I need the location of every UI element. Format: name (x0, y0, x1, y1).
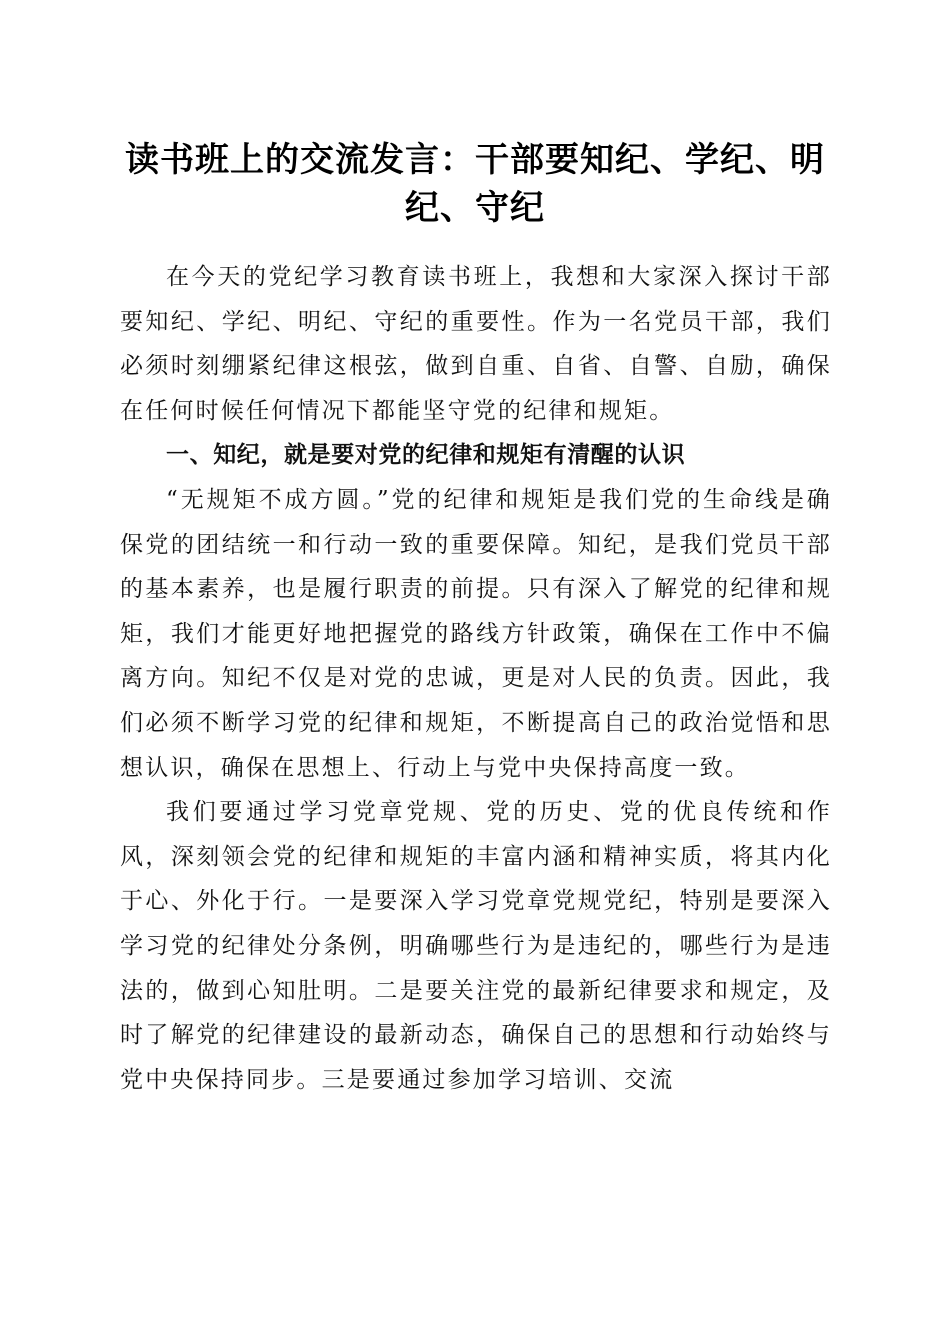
document-title: 读书班上的交流发言：干部要知纪、学纪、明纪、守纪 (125, 140, 825, 228)
body-paragraph: “无规矩不成方圆。”党的纪律和规矩是我们党的生命线是确保党的团结统一和行动一致的重要保障。知纪，是我们党员干部的基本素养，也是履行职责的前提。只有深入了解党的纪律和规矩，我们才能更好地把握党的路线方针政策，确保在工作中不偏离方向。知纪不仅是对党的忠诚，更是对人民的负责。因此，我们必须不断学习党的纪律和规矩，不断提高自己的政治觉悟和思想认识，确保在思想上、行动上与党中央保持高度一致。 (120, 486, 832, 781)
document-body (120, 255, 832, 1102)
intro-paragraph: 在今天的党纪学习教育读书班上，我想和大家深入探讨干部要知纪、学纪、明纪、守纪的重要性。作为一名党员干部，我们必须时刻绷紧纪律这根弦，做到自重、自省、自警、自励，确保在任何时候任何情况下都能坚守党的纪律和规矩。 (120, 264, 832, 424)
body-paragraph: 我们要通过学习党章党规、党的历史、党的优良传统和作风，深刻领会党的纪律和规矩的丰富内涵和精神实质，将其内化于心、外化于行。一是要深入学习党章党规党纪，特别是要深入学习党的纪律处分条例，明确哪些行为是违纪的，哪些行为是违法的，做到心知肚明。二是要关注党的最新纪律要求和规定，及时了解党的纪律建设的最新动态，确保自己的思想和行动始终与党中央保持同步。三是要通过参加学习培训、交流 (120, 799, 832, 1093)
section-heading: 一、知纪，就是要对党的纪律和规矩有清醒的认识 (166, 442, 686, 469)
